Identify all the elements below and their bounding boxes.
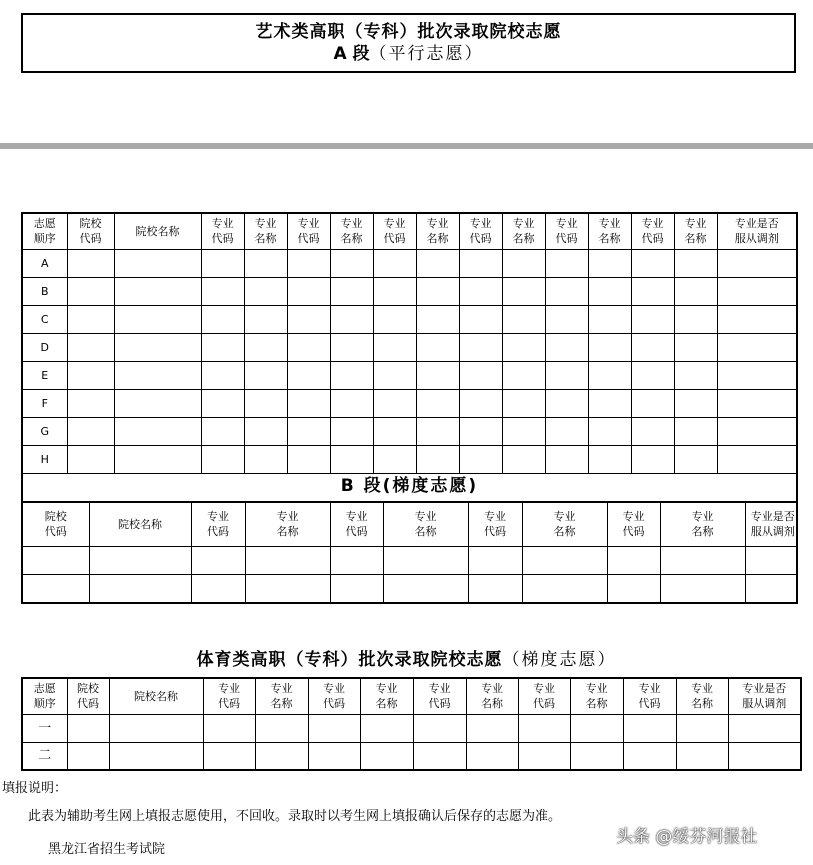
input-cell[interactable] — [660, 574, 745, 602]
volunteer-order-cell: H — [22, 445, 67, 473]
input-cell[interactable] — [330, 574, 383, 602]
table-a-header-cell: 专业 名称 — [588, 213, 631, 249]
input-cell[interactable] — [67, 361, 114, 389]
input-cell[interactable] — [201, 445, 244, 473]
table-b-header-cell: 院校名称 — [89, 502, 191, 546]
table-c-header-cell: 专业 名称 — [360, 678, 413, 714]
input-cell[interactable] — [383, 546, 468, 574]
art-volunteer-table — [21, 212, 798, 604]
input-cell[interactable] — [468, 546, 522, 574]
input-cell[interactable] — [459, 333, 502, 361]
input-cell[interactable] — [717, 389, 797, 417]
input-cell[interactable] — [459, 389, 502, 417]
input-cell[interactable] — [545, 361, 588, 389]
input-cell[interactable] — [109, 742, 203, 770]
input-cell[interactable] — [545, 445, 588, 473]
volunteer-order-cell: C — [22, 305, 67, 333]
input-cell[interactable] — [459, 305, 502, 333]
table-a-header-cell: 专业是否 服从调剂 — [717, 213, 797, 249]
input-cell[interactable] — [244, 277, 287, 305]
segment-b-wrapper — [22, 501, 797, 603]
input-cell[interactable] — [67, 249, 114, 277]
input-cell[interactable] — [114, 277, 201, 305]
input-cell[interactable] — [67, 714, 109, 742]
table-c-header-cell: 志愿 顺序 — [22, 678, 67, 714]
segment-a-label: A 段 — [333, 44, 370, 64]
input-cell[interactable] — [373, 417, 416, 445]
table-b-header-cell: 专业 代码 — [191, 502, 245, 546]
watermark: 头条 @绥芬河报社 — [616, 827, 758, 847]
segment-b-title: B 段(梯度志愿) — [340, 476, 479, 496]
input-cell[interactable] — [607, 546, 660, 574]
input-cell[interactable] — [502, 305, 545, 333]
input-cell[interactable] — [330, 445, 373, 473]
input-cell[interactable] — [67, 742, 109, 770]
volunteer-order-cell: B — [22, 277, 67, 305]
segment-b-table — [23, 502, 797, 603]
input-cell[interactable] — [287, 389, 330, 417]
table-a-header-cell: 专业 代码 — [631, 213, 674, 249]
table-b-header-cell: 专业 名称 — [383, 502, 468, 546]
table-a-header-cell: 专业 名称 — [502, 213, 545, 249]
input-cell[interactable] — [459, 361, 502, 389]
input-cell[interactable] — [674, 417, 717, 445]
input-cell[interactable] — [660, 546, 745, 574]
table-a-header-cell: 专业 代码 — [545, 213, 588, 249]
input-cell[interactable] — [67, 277, 114, 305]
table-a-header-cell: 专业 代码 — [373, 213, 416, 249]
table-a-header-row — [22, 213, 797, 249]
input-cell[interactable] — [373, 277, 416, 305]
input-cell[interactable] — [67, 445, 114, 473]
input-cell[interactable] — [570, 742, 623, 770]
input-cell[interactable] — [330, 305, 373, 333]
segment-b-band-row — [22, 473, 797, 501]
input-cell[interactable] — [416, 417, 459, 445]
input-cell[interactable] — [89, 574, 191, 602]
input-cell[interactable] — [201, 249, 244, 277]
input-cell[interactable] — [244, 361, 287, 389]
table-c-header-cell: 专业 代码 — [308, 678, 360, 714]
input-cell[interactable] — [728, 742, 801, 770]
input-cell[interactable] — [631, 277, 674, 305]
table-c-header-cell: 专业 名称 — [255, 678, 308, 714]
input-cell[interactable] — [245, 546, 330, 574]
input-cell[interactable] — [89, 546, 191, 574]
table-row — [22, 277, 797, 305]
input-cell[interactable] — [674, 249, 717, 277]
segment-b-title-cell — [22, 473, 797, 501]
input-cell[interactable] — [255, 742, 308, 770]
input-cell[interactable] — [201, 277, 244, 305]
volunteer-order-cell: F — [22, 389, 67, 417]
input-cell[interactable] — [717, 445, 797, 473]
input-cell[interactable] — [416, 445, 459, 473]
table-row — [22, 249, 797, 277]
table-b-header-row — [23, 502, 797, 546]
input-cell[interactable] — [588, 417, 631, 445]
form-title-box — [21, 13, 796, 73]
input-cell[interactable] — [502, 277, 545, 305]
input-cell[interactable] — [191, 546, 245, 574]
volunteer-order-cell: D — [22, 333, 67, 361]
input-cell[interactable] — [23, 546, 89, 574]
input-cell[interactable] — [360, 742, 413, 770]
input-cell[interactable] — [330, 249, 373, 277]
input-cell[interactable] — [631, 305, 674, 333]
input-cell[interactable] — [255, 714, 308, 742]
input-cell[interactable] — [466, 742, 518, 770]
input-cell[interactable] — [114, 333, 201, 361]
input-cell[interactable] — [631, 389, 674, 417]
table-a-header-cell: 专业 名称 — [330, 213, 373, 249]
table-a-header-cell: 志愿 顺序 — [22, 213, 67, 249]
input-cell[interactable] — [360, 714, 413, 742]
input-cell[interactable] — [201, 417, 244, 445]
input-cell[interactable] — [416, 389, 459, 417]
input-cell[interactable] — [745, 574, 797, 602]
input-cell[interactable] — [201, 305, 244, 333]
table-b-header-cell: 专业 代码 — [468, 502, 522, 546]
input-cell[interactable] — [588, 389, 631, 417]
input-cell[interactable] — [459, 249, 502, 277]
segment-a-type: （平行志愿） — [369, 44, 484, 64]
input-cell[interactable] — [416, 277, 459, 305]
table-c-header-cell: 专业 代码 — [413, 678, 466, 714]
input-cell[interactable] — [623, 714, 676, 742]
volunteer-order-cell: E — [22, 361, 67, 389]
notes-text: 此表为辅助考生网上填报志愿使用，不回收。录取时以考生网上填报确认后保存的志愿为准。 — [28, 809, 562, 824]
table-row — [22, 445, 797, 473]
sports-section-title — [0, 648, 813, 672]
table-c-header-cell: 专业 代码 — [623, 678, 676, 714]
input-cell[interactable] — [308, 714, 360, 742]
input-cell[interactable] — [383, 574, 468, 602]
input-cell[interactable] — [631, 445, 674, 473]
input-cell[interactable] — [67, 333, 114, 361]
input-cell[interactable] — [416, 305, 459, 333]
table-c-header-cell: 专业 名称 — [570, 678, 623, 714]
volunteer-order-cell: G — [22, 417, 67, 445]
input-cell[interactable] — [588, 277, 631, 305]
input-cell[interactable] — [502, 249, 545, 277]
table-c-header-cell: 专业 代码 — [203, 678, 255, 714]
input-cell[interactable] — [518, 742, 570, 770]
input-cell[interactable] — [244, 249, 287, 277]
table-b-header-cell: 专业 代码 — [607, 502, 660, 546]
input-cell[interactable] — [114, 445, 201, 473]
table-a-header-cell: 专业 名称 — [416, 213, 459, 249]
input-cell[interactable] — [114, 249, 201, 277]
input-cell[interactable] — [330, 361, 373, 389]
input-cell[interactable] — [287, 277, 330, 305]
input-cell[interactable] — [545, 389, 588, 417]
input-cell[interactable] — [244, 333, 287, 361]
table-row — [22, 417, 797, 445]
input-cell[interactable] — [674, 333, 717, 361]
input-cell[interactable] — [330, 546, 383, 574]
input-cell[interactable] — [631, 417, 674, 445]
input-cell[interactable] — [717, 249, 797, 277]
input-cell[interactable] — [717, 417, 797, 445]
input-cell[interactable] — [67, 389, 114, 417]
table-row — [22, 305, 797, 333]
table-b-header-cell: 专业 代码 — [330, 502, 383, 546]
input-cell[interactable] — [413, 714, 466, 742]
input-cell[interactable] — [674, 277, 717, 305]
table-c-header-cell: 专业 代码 — [518, 678, 570, 714]
input-cell[interactable] — [545, 277, 588, 305]
table-b-header-cell: 专业是否 服从调剂 — [745, 502, 797, 546]
input-cell[interactable] — [330, 389, 373, 417]
input-cell[interactable] — [373, 305, 416, 333]
input-cell[interactable] — [545, 305, 588, 333]
input-cell[interactable] — [459, 277, 502, 305]
input-cell[interactable] — [522, 574, 607, 602]
input-cell[interactable] — [416, 333, 459, 361]
input-cell[interactable] — [109, 714, 203, 742]
notes-label: 填报说明： — [2, 781, 68, 796]
input-cell[interactable] — [287, 445, 330, 473]
table-a-header-cell: 专业 名称 — [244, 213, 287, 249]
input-cell[interactable] — [674, 445, 717, 473]
input-cell[interactable] — [745, 546, 797, 574]
input-cell[interactable] — [676, 714, 728, 742]
input-cell[interactable] — [201, 333, 244, 361]
input-cell[interactable] — [373, 249, 416, 277]
input-cell[interactable] — [244, 305, 287, 333]
segment-b-wrapper-row — [22, 501, 797, 603]
table-row — [22, 714, 801, 742]
input-cell[interactable] — [201, 361, 244, 389]
input-cell[interactable] — [373, 445, 416, 473]
input-cell[interactable] — [502, 361, 545, 389]
input-cell[interactable] — [588, 249, 631, 277]
input-cell[interactable] — [502, 417, 545, 445]
table-c-header-row — [22, 678, 801, 714]
input-cell[interactable] — [545, 417, 588, 445]
input-cell[interactable] — [717, 277, 797, 305]
input-cell[interactable] — [244, 417, 287, 445]
table-c-header-cell: 院校名称 — [109, 678, 203, 714]
input-cell[interactable] — [308, 742, 360, 770]
input-cell[interactable] — [245, 574, 330, 602]
input-cell[interactable] — [67, 417, 114, 445]
table-b-header-cell: 专业 名称 — [245, 502, 330, 546]
input-cell[interactable] — [674, 305, 717, 333]
input-cell[interactable] — [674, 361, 717, 389]
input-cell[interactable] — [522, 546, 607, 574]
input-cell[interactable] — [631, 333, 674, 361]
sports-title-sub: （梯度志愿） — [502, 650, 617, 670]
table-c-header-cell: 专业是否 服从调剂 — [728, 678, 801, 714]
table-row — [22, 361, 797, 389]
input-cell[interactable] — [373, 333, 416, 361]
input-cell[interactable] — [588, 361, 631, 389]
input-cell[interactable] — [114, 305, 201, 333]
input-cell[interactable] — [201, 389, 244, 417]
input-cell[interactable] — [502, 445, 545, 473]
input-cell[interactable] — [330, 417, 373, 445]
input-cell[interactable] — [588, 305, 631, 333]
input-cell[interactable] — [413, 742, 466, 770]
table-row — [22, 742, 801, 770]
input-cell[interactable] — [373, 361, 416, 389]
volunteer-order-cell: 一 — [22, 714, 67, 742]
table-row — [23, 574, 797, 602]
input-cell[interactable] — [570, 714, 623, 742]
input-cell[interactable] — [330, 277, 373, 305]
sports-volunteer-table — [21, 677, 802, 771]
input-cell[interactable] — [607, 574, 660, 602]
input-cell[interactable] — [502, 333, 545, 361]
input-cell[interactable] — [287, 249, 330, 277]
input-cell[interactable] — [674, 389, 717, 417]
input-cell[interactable] — [466, 714, 518, 742]
input-cell[interactable] — [717, 305, 797, 333]
table-a-header-cell: 专业 名称 — [674, 213, 717, 249]
table-row — [22, 389, 797, 417]
issuing-organization: 黑龙江省招生考试院 — [48, 842, 166, 857]
input-cell[interactable] — [502, 389, 545, 417]
input-cell[interactable] — [203, 714, 255, 742]
table-c-header-cell: 专业 名称 — [676, 678, 728, 714]
input-cell[interactable] — [518, 714, 570, 742]
input-cell[interactable] — [623, 742, 676, 770]
table-row — [23, 546, 797, 574]
table-c-header-cell: 专业 名称 — [466, 678, 518, 714]
input-cell[interactable] — [717, 361, 797, 389]
input-cell[interactable] — [23, 574, 89, 602]
table-b-header-cell: 专业 名称 — [660, 502, 745, 546]
input-cell[interactable] — [717, 333, 797, 361]
input-cell[interactable] — [287, 333, 330, 361]
table-a-header-cell: 专业 代码 — [287, 213, 330, 249]
table-b-header-cell: 专业 名称 — [522, 502, 607, 546]
input-cell[interactable] — [631, 361, 674, 389]
input-cell[interactable] — [287, 361, 330, 389]
input-cell[interactable] — [114, 389, 201, 417]
input-cell[interactable] — [416, 249, 459, 277]
input-cell[interactable] — [67, 305, 114, 333]
table-b-header-cell: 院校 代码 — [23, 502, 89, 546]
sports-title-main: 体育类高职（专科）批次录取院校志愿 — [196, 650, 503, 670]
input-cell[interactable] — [114, 417, 201, 445]
input-cell[interactable] — [631, 249, 674, 277]
table-c-header-cell: 院校 代码 — [67, 678, 109, 714]
input-cell[interactable] — [459, 445, 502, 473]
volunteer-order-cell: A — [22, 249, 67, 277]
input-cell[interactable] — [545, 249, 588, 277]
table-a-header-cell: 专业 代码 — [201, 213, 244, 249]
input-cell[interactable] — [287, 417, 330, 445]
input-cell[interactable] — [416, 361, 459, 389]
input-cell[interactable] — [373, 389, 416, 417]
input-cell[interactable] — [588, 445, 631, 473]
table-a-header-cell: 专业 代码 — [459, 213, 502, 249]
form-title: 艺术类高职（专科）批次录取院校志愿 — [255, 22, 562, 42]
table-row — [22, 333, 797, 361]
table-a-header-cell: 院校 代码 — [67, 213, 114, 249]
volunteer-order-cell: 二 — [22, 742, 67, 770]
input-cell[interactable] — [588, 333, 631, 361]
input-cell[interactable] — [545, 333, 588, 361]
input-cell[interactable] — [287, 305, 330, 333]
input-cell[interactable] — [191, 574, 245, 602]
input-cell[interactable] — [676, 742, 728, 770]
form-subtitle — [23, 43, 794, 65]
input-cell[interactable] — [244, 445, 287, 473]
table-a-header-cell: 院校名称 — [114, 213, 201, 249]
input-cell[interactable] — [459, 417, 502, 445]
input-cell[interactable] — [114, 361, 201, 389]
input-cell[interactable] — [728, 714, 801, 742]
input-cell[interactable] — [203, 742, 255, 770]
separator-bar — [0, 143, 813, 149]
input-cell[interactable] — [468, 574, 522, 602]
input-cell[interactable] — [244, 389, 287, 417]
input-cell[interactable] — [330, 333, 373, 361]
